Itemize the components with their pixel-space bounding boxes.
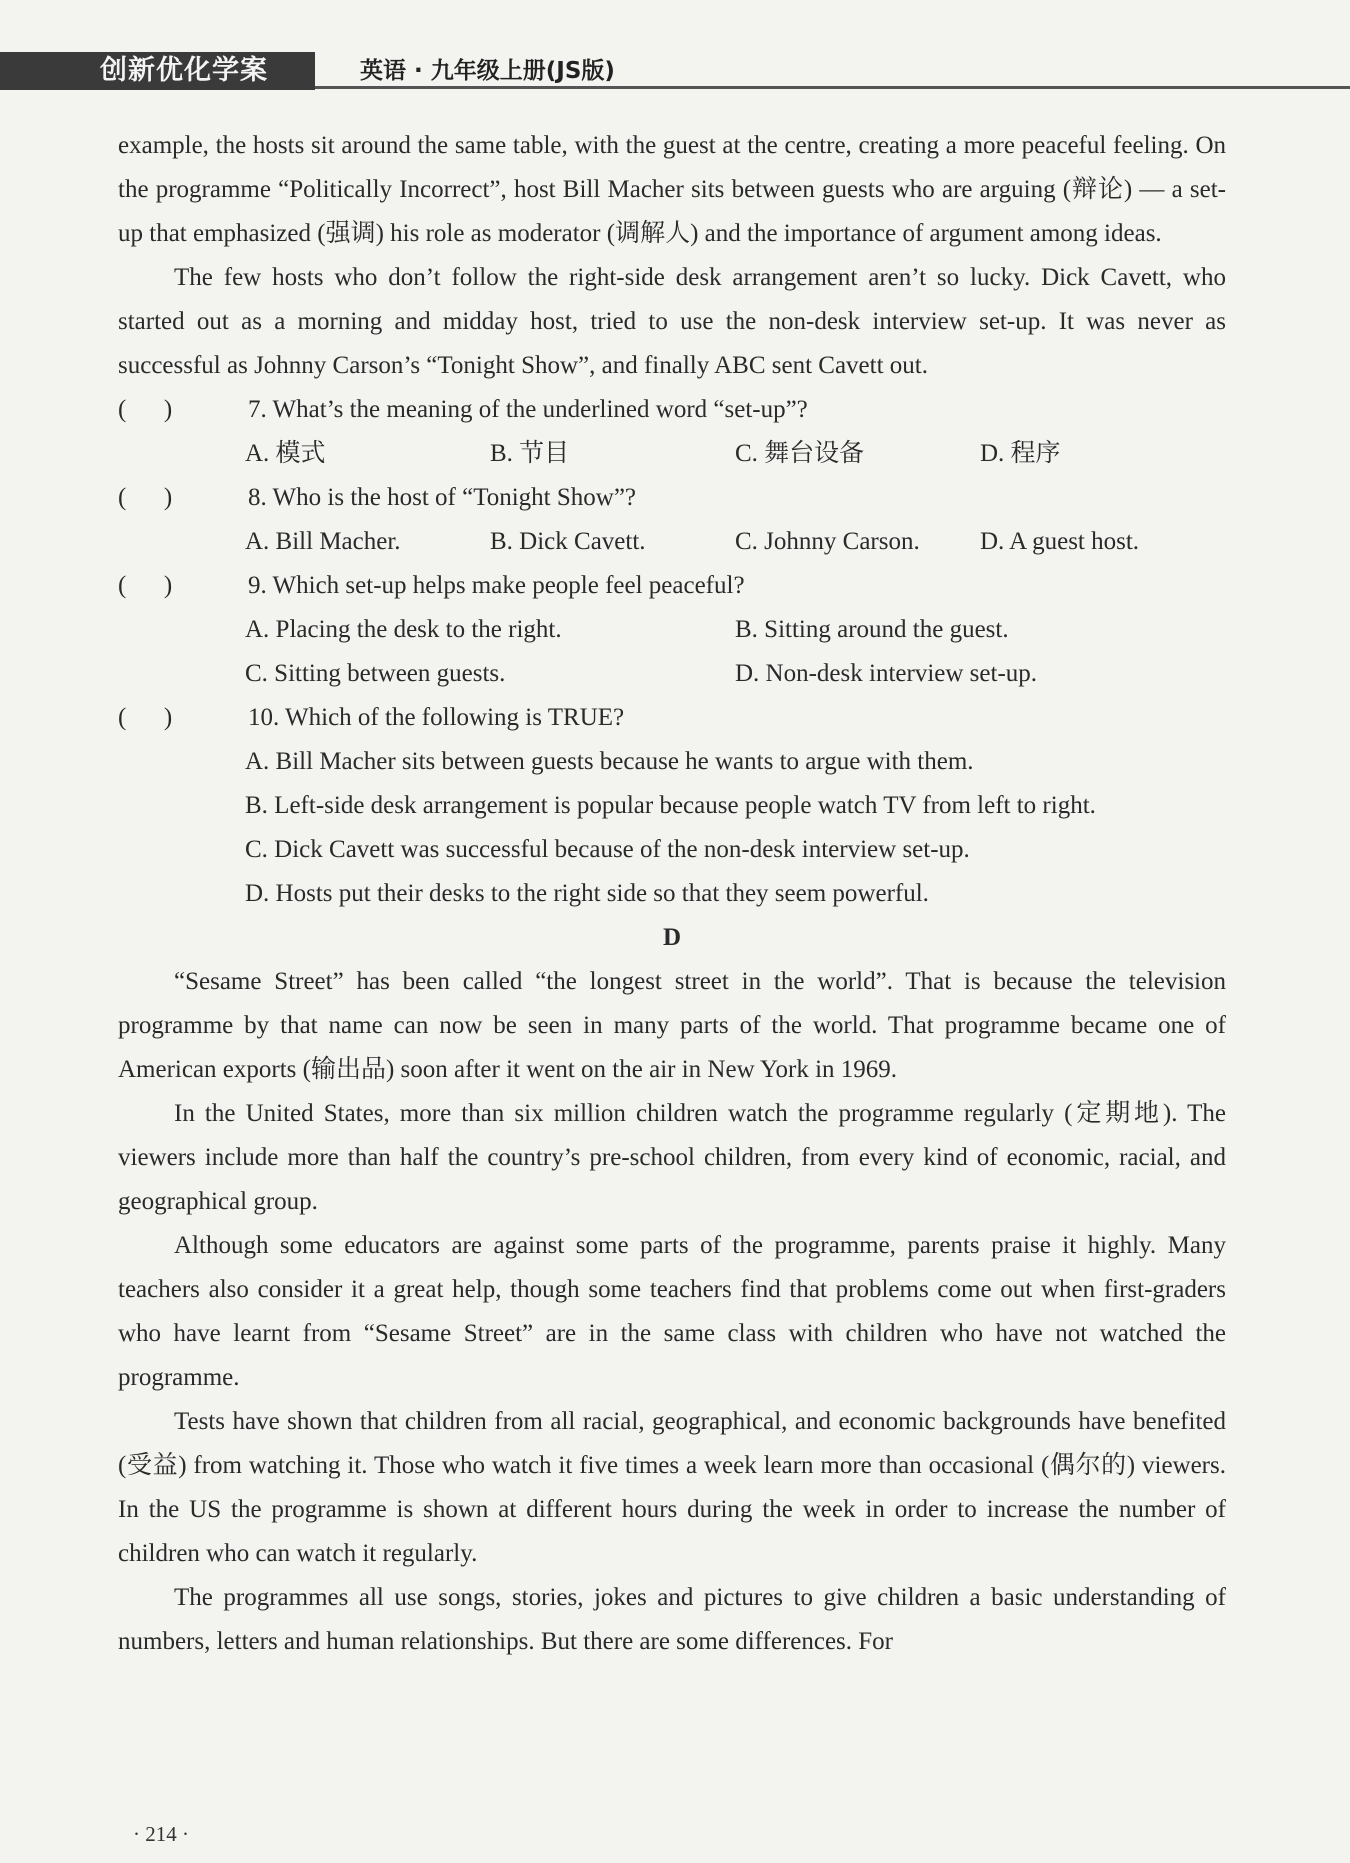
paragraph: Tests have shown that children from all racial, geographical, and economic backgrounds have benefited (受益) from watching it. Those who watch it five times a week learn more than occasional (偶尔的) viewers. In the US the programme is shown at different hours during the week in order to increase the number of children who can watch it regularly. — [118, 1408, 1226, 1567]
option-b: B. Sitting around the guest. — [735, 616, 1009, 643]
option-d: D. Hosts put their desks to the right side so that they seem powerful. — [245, 880, 929, 907]
option-a: A. Bill Macher. — [245, 528, 401, 555]
header-rule — [315, 86, 1350, 89]
question-text: 8. Who is the host of “Tonight Show”? — [248, 484, 637, 511]
paragraph: Although some educators are against some parts of the programme, parents praise it highly. Many teachers also consider it a great help, though some teachers find that problems come out when first-graders who have learnt from “Sesame Street” are in the same class with children who have not watched the programme. — [118, 1232, 1226, 1391]
page-number: · 214 · — [133, 1822, 189, 1846]
question-text: 10. Which of the following is TRUE? — [248, 704, 625, 731]
brand-title: 创新优化学案 — [0, 52, 315, 90]
answer-blank: ( ) — [118, 396, 179, 423]
question-10 — [118, 696, 1226, 916]
option-c: C. Dick Cavett was successful because of the non-desk interview set-up. — [245, 836, 970, 863]
option-c: C. Johnny Carson. — [735, 528, 920, 555]
question-9 — [118, 564, 1226, 696]
page-header — [0, 52, 1350, 92]
question-7 — [118, 388, 1226, 476]
option-d: D. 程序 — [980, 440, 1061, 467]
option-d: D. A guest host. — [980, 528, 1140, 555]
option-c: C. 舞台设备 — [735, 440, 865, 467]
paragraph-continued: example, the hosts sit around the same table, with the guest at the centre, creating a more peaceful feeling. On the programme “Politically Incorrect”, host Bill Macher sits between guests who are arguing (辩论) — a set-up that emphasized (强调) his role as moderator (调解人) and the importance of argument among ideas. — [118, 132, 1226, 247]
answer-blank: ( ) — [118, 704, 173, 731]
option-c: C. Sitting between guests. — [245, 660, 506, 687]
section-heading: D — [662, 924, 682, 951]
option-a: A. Placing the desk to the right. — [245, 616, 562, 643]
option-a: A. 模式 — [245, 440, 326, 467]
option-a: A. Bill Macher sits between guests because he wants to argue with them. — [245, 748, 974, 775]
question-8 — [118, 476, 1226, 564]
page-content — [118, 124, 1226, 1664]
answer-blank: ( ) — [118, 572, 179, 599]
paragraph: The few hosts who don’t follow the right-side desk arrangement aren’t so lucky. Dick Cavett, who started out as a morning and midday host, tried to use the non-desk interview set-up. It was never as successful as Johnny Carson’s “Tonight Show”, and finally ABC sent Cavett out. — [118, 264, 1226, 379]
option-b: B. 节目 — [490, 440, 570, 467]
question-text: 9. Which set-up helps make people feel peaceful? — [248, 572, 745, 599]
option-b: B. Dick Cavett. — [490, 528, 646, 555]
paragraph: The programmes all use songs, stories, jokes and pictures to give children a basic understanding of numbers, letters and human relationships. But there are some differences. For — [118, 1584, 1226, 1655]
subject-title: 英语 · 九年级上册(JS版) — [360, 58, 615, 84]
paragraph: In the United States, more than six million children watch the programme regularly (定期地). The viewers include more than half the country’s pre-school children, from every kind of economic, racial, and geographical group. — [118, 1100, 1226, 1215]
answer-blank: ( ) — [118, 484, 179, 511]
paragraph: “Sesame Street” has been called “the longest street in the world”. That is because the television programme by that name can now be seen in many parts of the world. That programme became one of American exports (输出品) soon after it went on the air in New York in 1969. — [118, 968, 1226, 1083]
option-d: D. Non-desk interview set-up. — [735, 660, 1038, 687]
question-text: 7. What’s the meaning of the underlined word “set-up”? — [248, 396, 808, 423]
option-b: B. Left-side desk arrangement is popular because people watch TV from left to right. — [245, 792, 1096, 819]
